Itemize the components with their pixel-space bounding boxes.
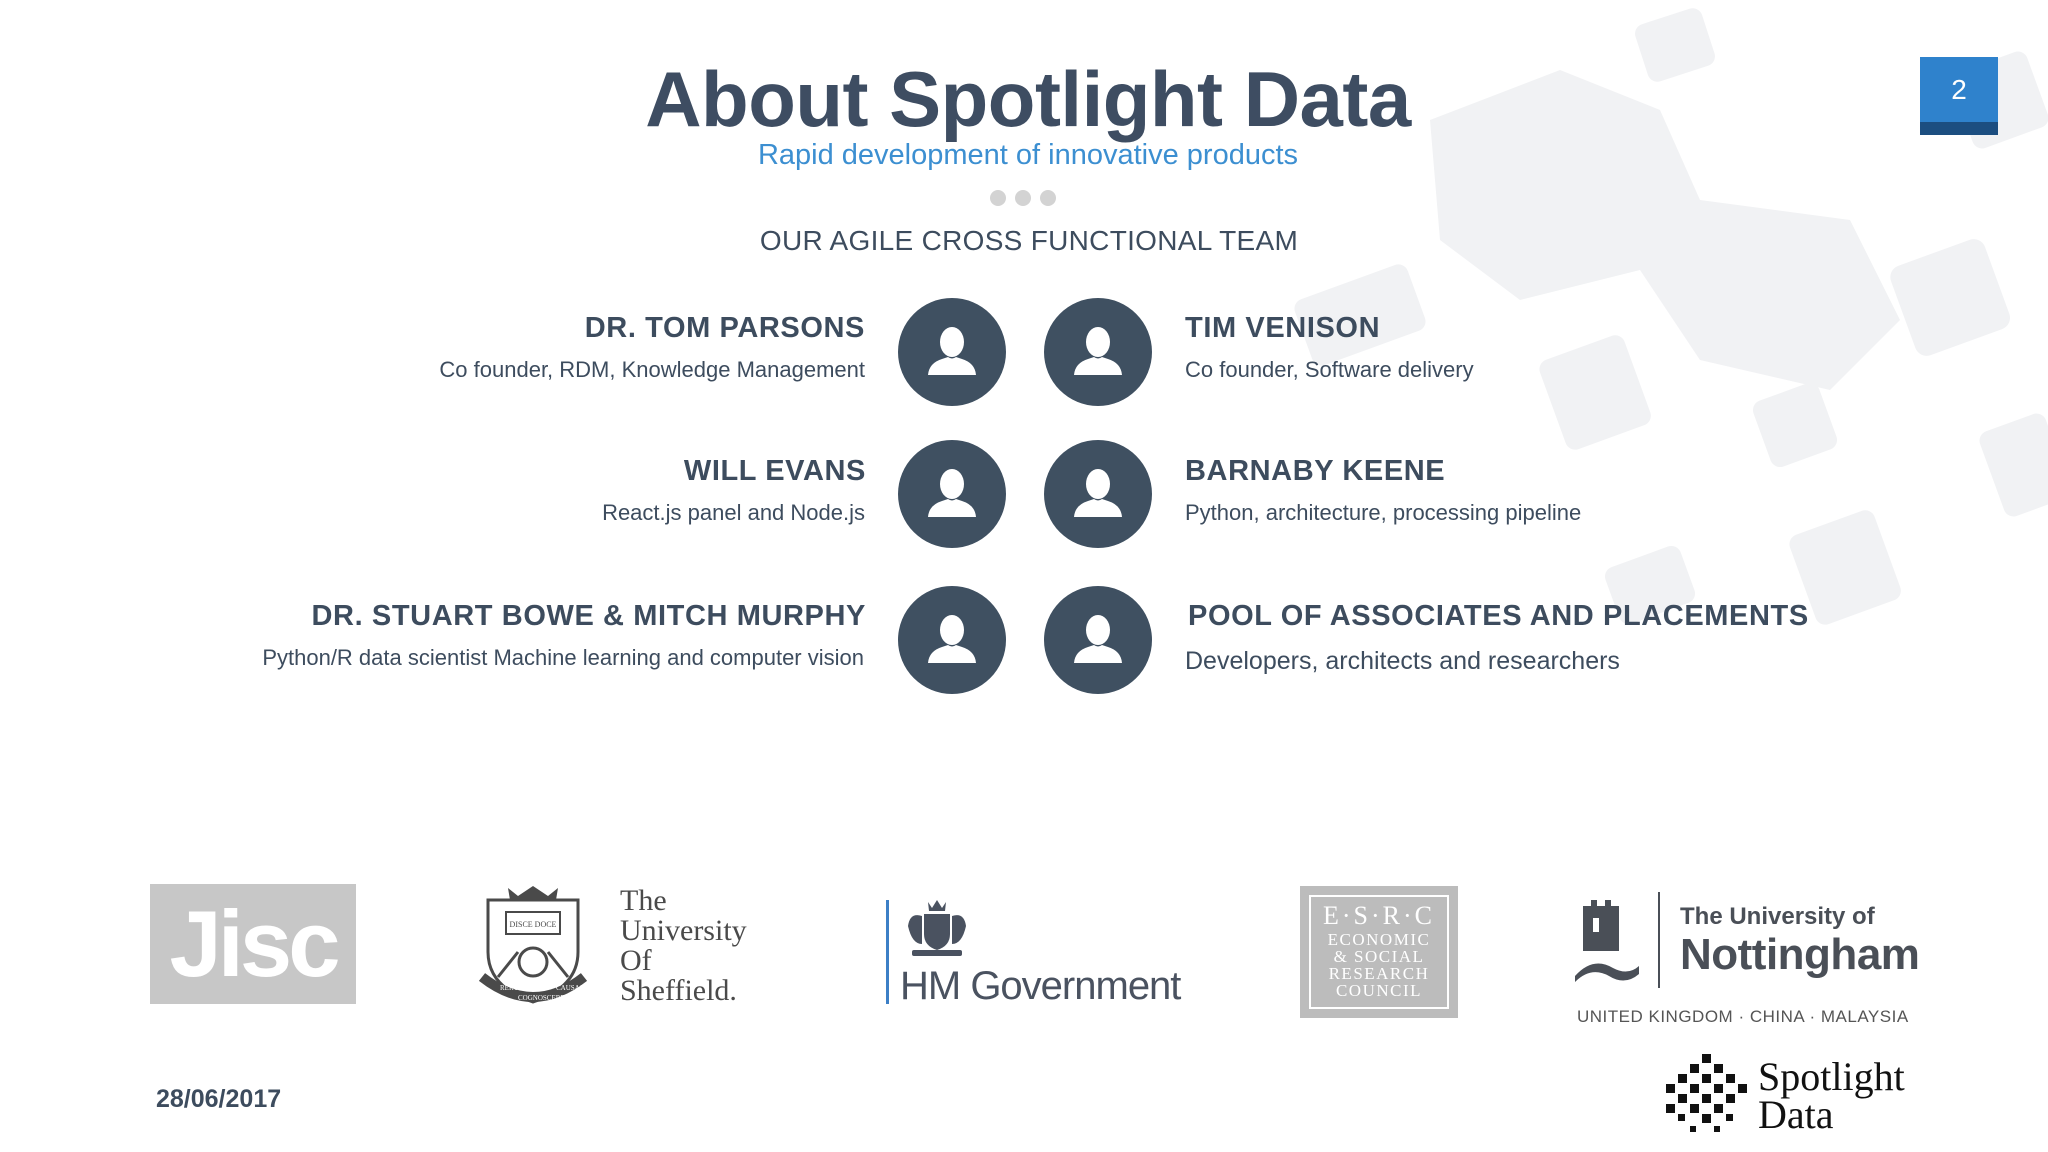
team-member-role: Developers, architects and researchers (1185, 647, 1620, 675)
sheffield-line: Of (620, 944, 652, 977)
sheffield-line: Sheffield. (620, 974, 737, 1007)
esrc-acronym: E·S·R·C (1323, 901, 1435, 930)
team-member-role: Co founder, Software delivery (1185, 357, 1474, 382)
nottingham-text-small: The University of (1680, 903, 1875, 930)
team-member-role: Co founder, RDM, Knowledge Management (439, 357, 865, 382)
esrc-line: ECONOMIC (1327, 930, 1431, 949)
person-silhouette-icon (1044, 586, 1152, 694)
team-member-role: Python/R data scientist Machine learning and computer vision (262, 645, 864, 670)
esrc-line: & SOCIAL (1333, 947, 1425, 966)
sheffield-crest-icon (478, 882, 588, 1007)
crest-motto: RERUM (500, 984, 525, 992)
nottingham-text-big: Nottingham (1680, 930, 1920, 979)
section-heading: OUR AGILE CROSS FUNCTIONAL TEAM (759, 225, 1299, 256)
crest-motto: CAUSAS (556, 984, 584, 992)
crest-motto: DISCE DOCE (509, 920, 557, 929)
esrc-line: COUNCIL (1335, 981, 1423, 1000)
team-member-name: TIM VENISON (1185, 312, 1381, 344)
slide-title: About Spotlight Data (645, 55, 1411, 143)
person-silhouette-icon (898, 298, 1006, 406)
team-member-name: DR. STUART BOWE & MITCH MURPHY (311, 600, 866, 632)
team-member-name: BARNABY KEENE (1185, 455, 1446, 487)
person-silhouette-icon (1044, 440, 1152, 548)
spotlight-word: Spotlight (1758, 1054, 1905, 1099)
data-word: Data (1758, 1092, 1834, 1137)
sheffield-logo-text (620, 886, 747, 1006)
spotlight-data-logo-text (1758, 1054, 1905, 1137)
slide-date: 28/06/2017 (156, 1085, 282, 1113)
spotlight-data-pixel-icon (1664, 1052, 1754, 1142)
team-member-role: Python, architecture, processing pipeline (1185, 500, 1582, 525)
nottingham-subtitle: UNITED KINGDOM · CHINA · MALAYSIA (1577, 1007, 1909, 1026)
jisc-logo: Jisc (150, 884, 356, 1004)
crest-motto: COGNOSCERE (518, 994, 565, 1002)
hm-government-rule (886, 900, 889, 1004)
slide-subtitle: Rapid development of innovative products (757, 139, 1299, 171)
team-member-name: DR. TOM PARSONS (584, 312, 865, 344)
dots-icon (990, 190, 1056, 206)
person-silhouette-icon (1044, 298, 1152, 406)
team-member-name: WILL EVANS (683, 455, 866, 487)
nottingham-divider (1658, 892, 1660, 988)
royal-coat-of-arms-icon (902, 896, 972, 958)
hm-government-text: HM Government (900, 964, 1181, 1008)
esrc-line: RESEARCH (1328, 964, 1430, 983)
team-member-role: React.js panel and Node.js (602, 500, 865, 525)
esrc-logo (1300, 886, 1458, 1018)
person-silhouette-icon (898, 586, 1006, 694)
nottingham-castle-icon (1573, 896, 1643, 986)
team-member-name: POOL OF ASSOCIATES AND PLACEMENTS (1188, 600, 1809, 632)
person-silhouette-icon (898, 440, 1006, 548)
page-number-badge: 2 (1920, 57, 1998, 135)
sheffield-line: The (620, 884, 667, 917)
sheffield-line: University (620, 914, 747, 947)
